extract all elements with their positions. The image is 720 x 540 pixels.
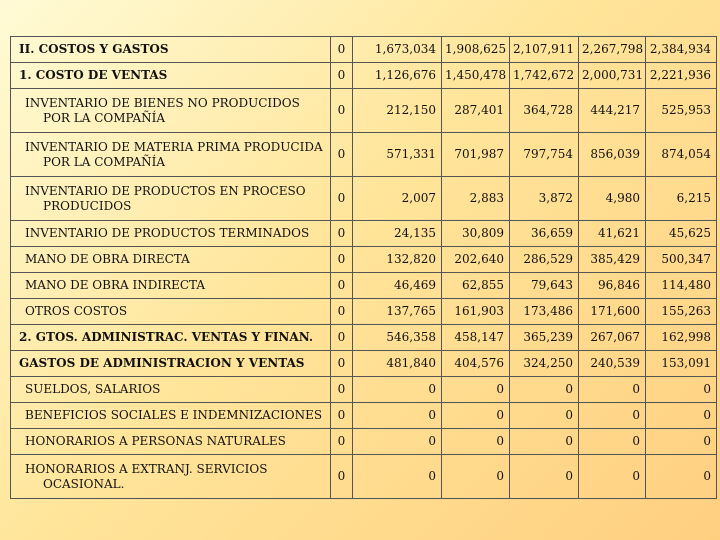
table-row [11,455,717,499]
table-row [11,403,717,429]
value-cell-col-0: 0 [331,177,353,221]
value-cell-col-1: 0 [353,455,442,499]
row-label: MANO DE OBRA INDIRECTA [25,278,206,292]
value-cell-col-0: 0 [331,247,353,273]
value-cell-col-5: 155,263 [646,299,717,325]
value-cell-col-3: 3,872 [510,177,579,221]
value-cell-col-2: 202,640 [442,247,510,273]
value-cell-col-1: 137,765 [353,299,442,325]
value-cell-col-0: 0 [331,325,353,351]
row-label-cell [11,273,331,299]
table-row [11,247,717,273]
value-cell-col-1: 132,820 [353,247,442,273]
row-label-cell [11,377,331,403]
value-cell-col-3: 365,239 [510,325,579,351]
value-cell-col-0: 0 [331,455,353,499]
value-cell-col-0: 0 [331,89,353,133]
value-cell-col-1: 546,358 [353,325,442,351]
value-cell-col-1: 481,840 [353,351,442,377]
row-label-cell [11,299,331,325]
value-cell-col-3: 0 [510,377,579,403]
costs-expenses-table [10,36,717,499]
value-cell-col-1: 1,673,034 [353,37,442,63]
row-label: INVENTARIO DE BIENES NO PRODUCIDOS POR LA COMPAÑÍA [25,95,300,125]
value-cell-col-2: 0 [442,455,510,499]
value-cell-col-2: 30,809 [442,221,510,247]
value-cell-col-2: 0 [442,429,510,455]
value-cell-col-4: 0 [579,403,646,429]
value-cell-col-2: 62,855 [442,273,510,299]
value-cell-col-2: 1,908,625 [442,37,510,63]
value-cell-col-4: 96,846 [579,273,646,299]
value-cell-col-4: 0 [579,455,646,499]
value-cell-col-0: 0 [331,299,353,325]
value-cell-col-2: 458,147 [442,325,510,351]
value-cell-col-1: 0 [353,377,442,403]
table-row [11,429,717,455]
value-cell-col-3: 324,250 [510,351,579,377]
value-cell-col-5: 0 [646,429,717,455]
value-cell-col-5: 0 [646,403,717,429]
value-cell-col-2: 1,450,478 [442,63,510,89]
value-cell-col-0: 0 [331,221,353,247]
value-cell-col-1: 0 [353,429,442,455]
row-label: INVENTARIO DE PRODUCTOS TERMINADOS [25,226,310,240]
value-cell-col-3: 286,529 [510,247,579,273]
value-cell-col-3: 173,486 [510,299,579,325]
value-cell-col-5: 874,054 [646,133,717,177]
row-label-cell [11,351,331,377]
table-row [11,63,717,89]
value-cell-col-4: 385,429 [579,247,646,273]
row-label: 2. GTOS. ADMINISTRAC. VENTAS Y FINAN. [19,330,314,344]
row-label: INVENTARIO DE PRODUCTOS EN PROCESO PRODUCIDOS [25,183,306,213]
value-cell-col-5: 0 [646,377,717,403]
row-label-cell [11,133,331,177]
row-label-cell [11,429,331,455]
row-label-cell [11,403,331,429]
row-label-cell [11,177,331,221]
row-label-cell [11,455,331,499]
value-cell-col-0: 0 [331,377,353,403]
row-label-cell [11,325,331,351]
value-cell-col-0: 0 [331,273,353,299]
value-cell-col-2: 404,576 [442,351,510,377]
value-cell-col-0: 0 [331,351,353,377]
value-cell-col-4: 267,067 [579,325,646,351]
value-cell-col-0: 0 [331,403,353,429]
value-cell-col-4: 4,980 [579,177,646,221]
table-row [11,377,717,403]
value-cell-col-3: 79,643 [510,273,579,299]
row-label: OTROS COSTOS [25,304,128,318]
value-cell-col-4: 171,600 [579,299,646,325]
value-cell-col-5: 500,347 [646,247,717,273]
value-cell-col-1: 46,469 [353,273,442,299]
value-cell-col-2: 161,903 [442,299,510,325]
value-cell-col-1: 24,135 [353,221,442,247]
value-cell-col-4: 0 [579,429,646,455]
row-label: MANO DE OBRA DIRECTA [25,252,190,266]
row-label-cell [11,63,331,89]
value-cell-col-1: 212,150 [353,89,442,133]
value-cell-col-0: 0 [331,429,353,455]
value-cell-col-4: 0 [579,377,646,403]
value-cell-col-1: 571,331 [353,133,442,177]
row-label-cell [11,221,331,247]
value-cell-col-0: 0 [331,63,353,89]
value-cell-col-2: 2,883 [442,177,510,221]
row-label-cell [11,247,331,273]
value-cell-col-3: 797,754 [510,133,579,177]
value-cell-col-3: 364,728 [510,89,579,133]
value-cell-col-5: 0 [646,455,717,499]
row-label: SUELDOS, SALARIOS [25,382,161,396]
row-label: II. COSTOS Y GASTOS [19,42,169,56]
value-cell-col-5: 2,384,934 [646,37,717,63]
value-cell-col-2: 287,401 [442,89,510,133]
value-cell-col-4: 444,217 [579,89,646,133]
row-label: 1. COSTO DE VENTAS [19,68,168,82]
table-row [11,325,717,351]
value-cell-col-5: 153,091 [646,351,717,377]
value-cell-col-1: 2,007 [353,177,442,221]
value-cell-col-2: 701,987 [442,133,510,177]
row-label: BENEFICIOS SOCIALES E INDEMNIZACIONES [25,408,323,422]
value-cell-col-4: 2,000,731 [579,63,646,89]
value-cell-col-3: 2,107,911 [510,37,579,63]
value-cell-col-1: 1,126,676 [353,63,442,89]
table-row [11,351,717,377]
table-row [11,37,717,63]
value-cell-col-2: 0 [442,377,510,403]
table-row [11,177,717,221]
table-body [11,37,717,499]
value-cell-col-5: 114,480 [646,273,717,299]
value-cell-col-4: 41,621 [579,221,646,247]
row-label: HONORARIOS A PERSONAS NATURALES [25,434,286,448]
value-cell-col-3: 0 [510,429,579,455]
table-row [11,299,717,325]
value-cell-col-0: 0 [331,133,353,177]
value-cell-col-0: 0 [331,37,353,63]
table-row [11,221,717,247]
table-row [11,133,717,177]
row-label-cell [11,89,331,133]
value-cell-col-3: 36,659 [510,221,579,247]
value-cell-col-3: 0 [510,403,579,429]
value-cell-col-4: 2,267,798 [579,37,646,63]
value-cell-col-5: 2,221,936 [646,63,717,89]
row-label: INVENTARIO DE MATERIA PRIMA PRODUCIDA POR LA COMPAÑÍA [25,139,323,169]
row-label: HONORARIOS A EXTRANJ. SERVICIOS OCASIONAL. [25,461,268,491]
table-row [11,273,717,299]
value-cell-col-2: 0 [442,403,510,429]
value-cell-col-4: 240,539 [579,351,646,377]
value-cell-col-5: 525,953 [646,89,717,133]
row-label: GASTOS DE ADMINISTRACION Y VENTAS [19,356,305,370]
value-cell-col-5: 162,998 [646,325,717,351]
value-cell-col-5: 45,625 [646,221,717,247]
value-cell-col-4: 856,039 [579,133,646,177]
value-cell-col-3: 0 [510,455,579,499]
value-cell-col-1: 0 [353,403,442,429]
row-label-cell [11,37,331,63]
value-cell-col-3: 1,742,672 [510,63,579,89]
table-row [11,89,717,133]
value-cell-col-5: 6,215 [646,177,717,221]
